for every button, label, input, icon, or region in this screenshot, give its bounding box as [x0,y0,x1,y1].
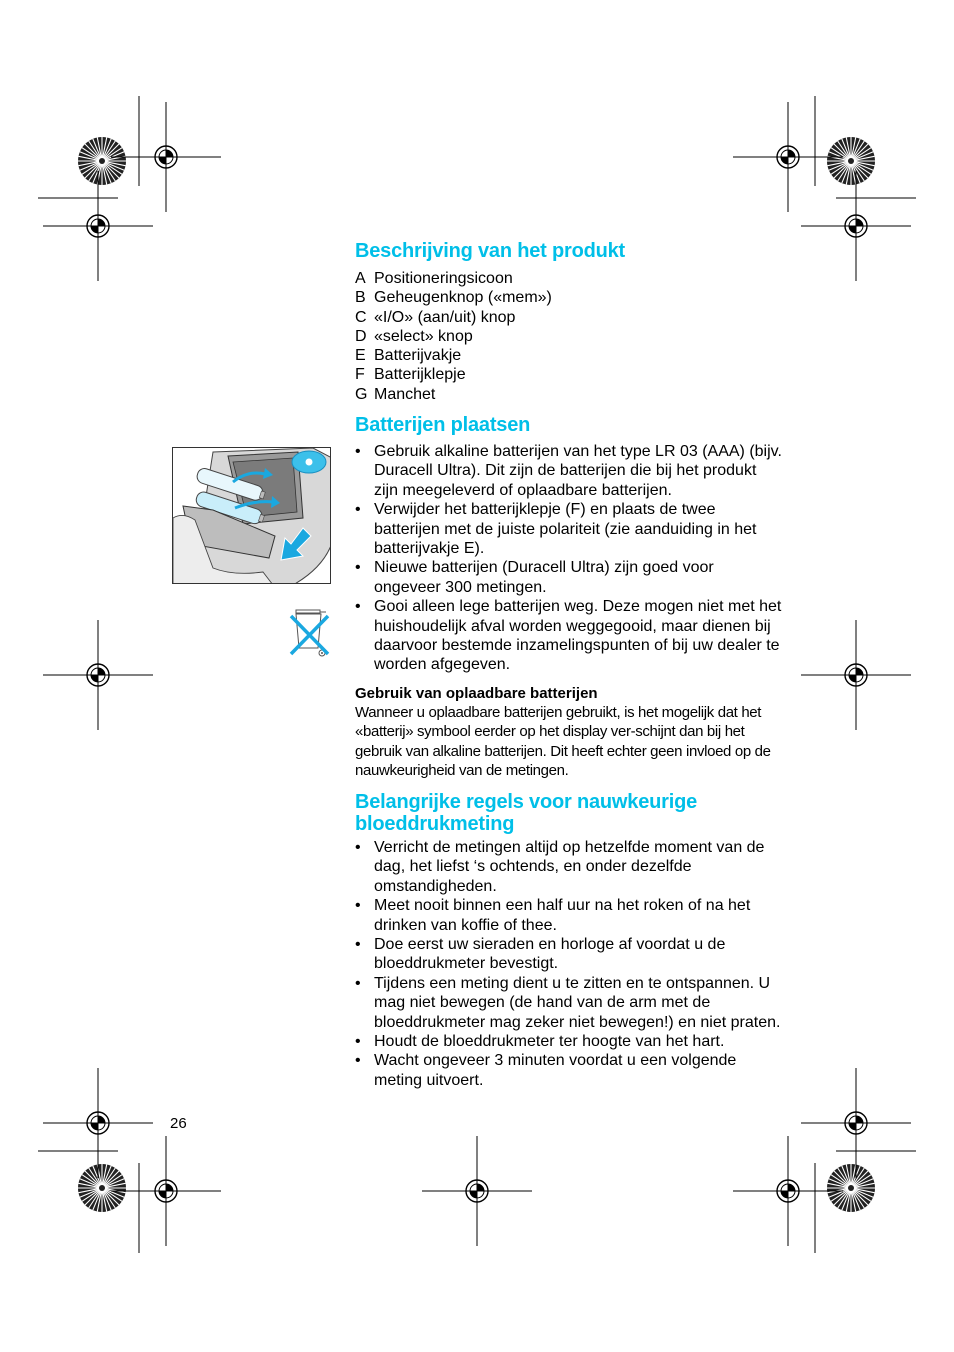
starburst-mark-icon [827,137,875,185]
list-item: • Wacht ongeveer 3 minuten voordat u een volgende meting uitvoert. [355,1052,737,1089]
list-item: G Manchet [355,385,436,403]
registration-mark-icon [43,1068,153,1178]
registration-mark-icon [733,1136,843,1246]
list-item: • Houdt de bloeddrukmeter ter hoogte van het hart. [355,1033,725,1051]
battery-compartment-illustration [172,447,331,584]
starburst-mark-icon [78,137,126,185]
parts-list [355,269,552,404]
list-item: • Doe eerst uw sieraden en horloge af voordat u de bloeddrukmeter bevestigt. [355,936,726,973]
registration-mark-icon [801,171,911,281]
registration-mark-icon [801,1068,911,1178]
list-item: • Tijdens een meting dient u te zitten en te ontspannen. U mag niet bewegen (de hand van de arm met de bloeddrukmeter mag zeker niet bewegen!) en niet praten. [355,974,781,1031]
registration-mark-icon [733,102,843,212]
list-item: • Verwijder het batterijklepje (F) en plaats de twee batterijen met de juiste polariteit (zie aanduiding in het batterijvakje E). [355,501,757,558]
list-item: • Gebruik alkaline batterijen van het type LR 03 (AAA) (bijv. Duracell Ultra). Dit zijn de batterijen die bij het produkt zijn meegeleverd of oplaadbare batterijen. [355,443,782,499]
registration-mark-icon [111,1136,221,1246]
registration-mark-icon [801,620,911,730]
section-title-measurement-rules: Belangrijke regels voor nauwkeurige bloeddrukmeting [355,791,698,835]
crossed-out-bin-icon [288,604,332,660]
registration-mark-icon [422,1136,532,1246]
rules-bullet-list [355,838,783,1090]
registration-mark-icon [43,171,153,281]
list-item: A Positioneringsicoon [355,270,513,287]
registration-mark-icon [43,620,153,730]
list-item: E Batterijvakje [355,347,462,365]
list-item: • Nieuwe batterijen (Duracell Ultra) zijn goed voor ongeveer 300 metingen. [355,559,714,596]
list-item: F Batterijklepje [355,366,466,384]
list-item: • Meet nooit binnen een half uur na het roken of na het drinken van koffie of thee. [355,897,751,934]
subheading-rechargeable-batteries: Gebruik van oplaadbare batterijen [355,685,598,702]
starburst-mark-icon [827,1164,875,1212]
registration-mark-icon [111,102,221,212]
section-title-product-description: Beschrijving van het produkt [355,240,626,262]
section-title-batteries: Batterijen plaatsen [355,414,531,436]
list-item: • Verricht de metingen altijd op hetzelfde moment van de dag, het liefst ‘s ochtends, en onder dezelfde omstandigheden. [355,839,765,895]
page-number: 26 [170,1115,187,1132]
list-item: B Geheugenknop («mem») [355,289,552,307]
list-item: • Gooi alleen lege batterijen weg. Deze mogen niet met het huishoudelijk afval worden weggegooid, maar dienen bij daarvoor bestemde inzamelingspunten of bij uw dealer te worden afgegeven. [355,598,782,674]
list-item: C «I/O» (aan/uit) knop [355,308,516,326]
starburst-mark-icon [78,1164,126,1212]
list-item: D «select» knop [355,327,473,345]
rechargeable-batteries-paragraph: Wanneer u oplaadbare batterijen gebruikt, is het mogelijk dat het «batterij» symbool eerder op het display ver-schijnt dan bij het gebruik van alkaline batterijen. Dit heeft echter geen invloed op de nauwkeurigheid van de metingen. [355,704,771,780]
battery-bullet-list [355,442,783,675]
